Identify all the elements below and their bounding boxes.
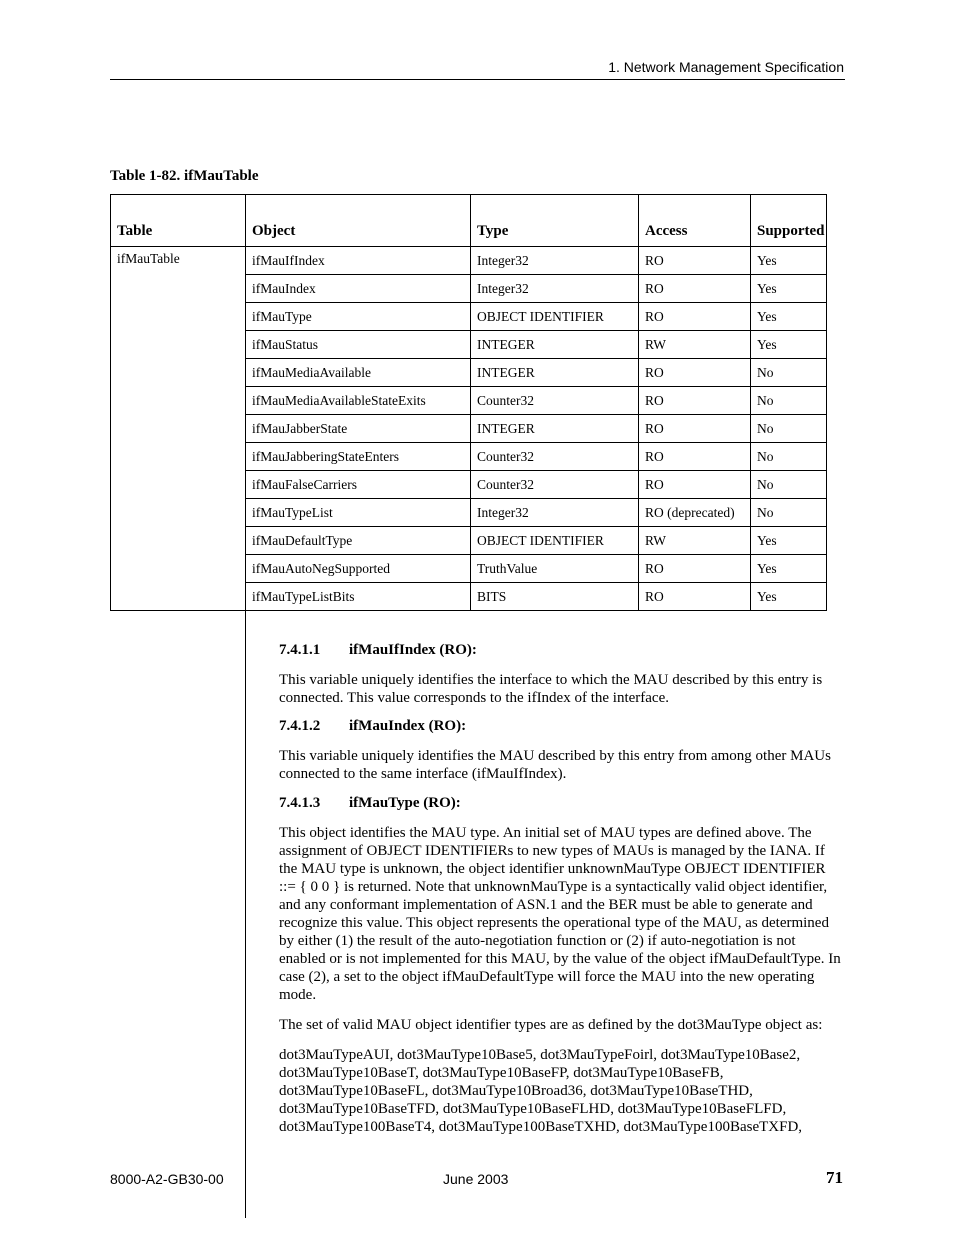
type-cell: BITS	[471, 583, 639, 611]
object-cell: ifMauFalseCarriers	[246, 471, 471, 499]
paragraph: This object identifies the MAU type. An initial set of MAU types are defined above. The assignment of OBJECT IDENTIFIERs to new types of MAUs is managed by the IANA. If the MAU type is unknown, the object identifier unknownMauType OBJECT IDENTIFIER ::= { 0 0 } is returned. Note that unknownMauType is a syntactically valid object identifier, and any conformant implementation of ASN.1 and the BER must be able to generate and recognize this value. This object represents the operational type of the MAU, as determined by either (1) the result of the auto-negotiation function or (2) if auto-negotiation is not enabled or is not implemented for this MAU, by the value of the object ifMauDefaultType. In case (2), a set to the object ifMauDefaultType will force the MAU into the new operating mode.	[279, 825, 841, 1003]
access-cell: RO (deprecated)	[639, 499, 751, 527]
table-name-cell: ifMauTable	[111, 247, 246, 611]
table-caption: Table 1-82. ifMauTable	[110, 168, 259, 184]
paragraph: This variable uniquely identifies the MAU described by this entry from among other MAUs connected to the same interface (ifMauIfIndex).	[279, 748, 831, 782]
object-cell: ifMauStatus	[246, 331, 471, 359]
section-number: 7.4.1.1	[279, 642, 321, 658]
supported-cell: No	[751, 415, 827, 443]
supported-cell: Yes	[751, 275, 827, 303]
access-cell: RO	[639, 303, 751, 331]
object-cell: ifMauMediaAvailableStateExits	[246, 387, 471, 415]
access-cell: RW	[639, 527, 751, 555]
footer-doc-number: 8000-A2-GB30-00	[110, 1171, 224, 1187]
access-cell: RO	[639, 359, 751, 387]
supported-cell: No	[751, 499, 827, 527]
supported-cell: Yes	[751, 303, 827, 331]
object-cell: ifMauTypeList	[246, 499, 471, 527]
section-title: ifMauType (RO):	[349, 795, 461, 811]
object-cell: ifMauMediaAvailable	[246, 359, 471, 387]
paragraph: dot3MauTypeAUI, dot3MauType10Base5, dot3MauTypeFoirl, dot3MauType10Base2, dot3MauType10BaseT, dot3MauType10BaseFP, dot3MauType10BaseFB, dot3MauType10BaseFL, dot3MauType10Broad36, dot3MauType10BaseTHD, dot3MauType10BaseTFD, dot3MauType10BaseFLHD, dot3MauType10BaseFLFD, dot3MauType100BaseT4, dot3MauType100BaseTXHD, dot3MauType100BaseTXFD,	[279, 1047, 803, 1135]
type-cell: INTEGER	[471, 359, 639, 387]
supported-cell: No	[751, 387, 827, 415]
column-header-table: Table	[111, 195, 246, 247]
column-header-type: Type	[471, 195, 639, 247]
object-cell: ifMauAutoNegSupported	[246, 555, 471, 583]
section-number: 7.4.1.3	[279, 795, 321, 811]
supported-cell: Yes	[751, 247, 827, 275]
left-margin-rule	[245, 606, 246, 1218]
object-cell: ifMauJabberingStateEnters	[246, 443, 471, 471]
type-cell: OBJECT IDENTIFIER	[471, 527, 639, 555]
object-cell: ifMauIfIndex	[246, 247, 471, 275]
type-cell: Integer32	[471, 247, 639, 275]
object-cell: ifMauIndex	[246, 275, 471, 303]
object-cell: ifMauTypeListBits	[246, 583, 471, 611]
type-cell: TruthValue	[471, 555, 639, 583]
column-header-object: Object	[246, 195, 471, 247]
table-row	[111, 247, 827, 275]
type-cell: Integer32	[471, 499, 639, 527]
access-cell: RO	[639, 275, 751, 303]
section-title: ifMauIndex (RO):	[349, 718, 467, 734]
type-cell: OBJECT IDENTIFIER	[471, 303, 639, 331]
type-cell: Counter32	[471, 387, 639, 415]
section-heading-7-4-1-3	[279, 794, 845, 812]
table-header-row	[111, 195, 827, 247]
type-cell: INTEGER	[471, 331, 639, 359]
running-header-title: 1. Network Management Specification	[608, 59, 844, 75]
paragraph: The set of valid MAU object identifier types are as defined by the dot3MauType object as:	[279, 1017, 823, 1033]
supported-cell: Yes	[751, 555, 827, 583]
access-cell: RO	[639, 415, 751, 443]
access-cell: RW	[639, 331, 751, 359]
type-cell: Counter32	[471, 443, 639, 471]
column-header-supported: Supported	[751, 195, 827, 247]
object-cell: ifMauType	[246, 303, 471, 331]
object-cell: ifMauJabberState	[246, 415, 471, 443]
section-title: ifMauIfIndex (RO):	[349, 642, 477, 658]
access-cell: RO	[639, 443, 751, 471]
object-cell: ifMauDefaultType	[246, 527, 471, 555]
access-cell: RO	[639, 471, 751, 499]
access-cell: RO	[639, 555, 751, 583]
page-number: 71	[826, 1168, 843, 1187]
type-cell: INTEGER	[471, 415, 639, 443]
footer-date: June 2003	[443, 1171, 509, 1187]
supported-cell: No	[751, 359, 827, 387]
access-cell: RO	[639, 387, 751, 415]
type-cell: Counter32	[471, 471, 639, 499]
table-body	[111, 247, 827, 611]
type-cell: Integer32	[471, 275, 639, 303]
section-heading-7-4-1-2	[279, 717, 845, 735]
section-number: 7.4.1.2	[279, 718, 321, 734]
supported-cell: Yes	[751, 527, 827, 555]
column-header-access: Access	[639, 195, 751, 247]
access-cell: RO	[639, 583, 751, 611]
running-header	[110, 58, 845, 80]
supported-cell: Yes	[751, 583, 827, 611]
section-heading-7-4-1-1	[279, 641, 845, 659]
paragraph: This variable uniquely identifies the interface to which the MAU described by this entry is connected. This value corresponds to the ifIndex of the interface.	[279, 672, 823, 706]
supported-cell: No	[751, 443, 827, 471]
ifmau-table	[110, 194, 827, 611]
access-cell: RO	[639, 247, 751, 275]
supported-cell: Yes	[751, 331, 827, 359]
supported-cell: No	[751, 471, 827, 499]
